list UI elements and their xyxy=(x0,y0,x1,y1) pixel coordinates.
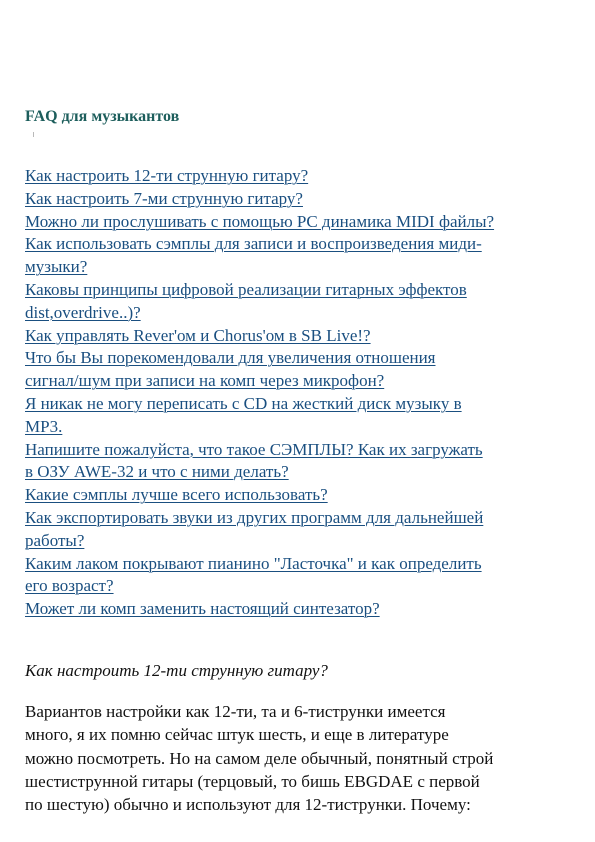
faq-question-line: Каким лаком покрывают пианино "Ласточка" и как определить xyxy=(25,553,482,573)
section-heading: Как настроить 12-ти струнную гитару? xyxy=(25,661,328,680)
faq-question-line: Каковы принципы цифровой реализации гитарных эффектов xyxy=(25,279,467,299)
answer-line: шестиструнной гитары (терцовый, то бишь EBGDAE с первой xyxy=(25,771,480,791)
page-title: FAQ для музыкантов xyxy=(25,108,180,125)
faq-question-item xyxy=(25,507,575,553)
faq-question-link[interactable] xyxy=(25,279,575,325)
faq-question-item xyxy=(25,439,575,485)
faq-question-link[interactable] xyxy=(25,598,575,621)
faq-question-link[interactable] xyxy=(25,553,575,599)
faq-question-line: Как использовать сэмплы для записи и воспроизведения миди- xyxy=(25,234,482,254)
faq-question-link[interactable] xyxy=(25,211,575,234)
faq-question-line: Может ли комп заменить настоящий синтезатор? xyxy=(25,599,380,619)
faq-question-line: Можно ли прослушивать с помощью PC динамика MIDI файлы? xyxy=(25,211,495,231)
faq-question-item xyxy=(25,598,575,621)
faq-question-line: работы? xyxy=(25,530,85,550)
faq-question-item xyxy=(25,484,575,507)
faq-question-item xyxy=(25,325,575,348)
faq-question-item xyxy=(25,393,575,439)
faq-question-link[interactable] xyxy=(25,325,575,348)
faq-question-link[interactable] xyxy=(25,188,575,211)
faq-question-line: Что бы Вы порекомендовали для увеличения отношения xyxy=(25,348,436,368)
faq-question-item xyxy=(25,279,575,325)
answer-line: по шестую) обычно и используют для 12-тиструнки. Почему: xyxy=(25,795,471,815)
answer-line: можно посмотреть. Но на самом деле обычный, понятный строй xyxy=(25,748,494,768)
faq-question-link[interactable] xyxy=(25,233,575,279)
faq-question-item xyxy=(25,347,575,393)
faq-question-line: Какие сэмплы лучше всего использовать? xyxy=(25,485,328,505)
faq-question-link[interactable] xyxy=(25,393,575,439)
faq-question-link[interactable] xyxy=(25,484,575,507)
answer-text xyxy=(25,700,553,816)
faq-question-line: в ОЗУ AWE-32 и что с ними делать? xyxy=(25,462,289,482)
faq-question-item xyxy=(25,188,575,211)
faq-question-line: Я никак не могу переписать с CD на жесткий диск музыку в xyxy=(25,393,462,413)
faq-question-line: Как настроить 12-ти струнную гитару? xyxy=(25,166,309,185)
faq-question-line: его возраст? xyxy=(25,576,114,596)
faq-question-item xyxy=(25,211,575,234)
faq-question-list xyxy=(25,165,575,621)
page-marker xyxy=(33,132,34,137)
faq-question-item xyxy=(25,553,575,599)
faq-question-line: Как экспортировать звуки из других программ для дальнейшей xyxy=(25,507,484,527)
faq-question-item xyxy=(25,233,575,279)
faq-question-item xyxy=(25,165,575,188)
answer-line: много, я их помню сейчас штук шесть, и еще в литературе xyxy=(25,725,449,745)
faq-question-line: dist,overdrive..)? xyxy=(25,302,141,322)
faq-question-link[interactable] xyxy=(25,439,575,485)
faq-question-line: MP3. xyxy=(25,416,63,436)
faq-question-link[interactable] xyxy=(25,347,575,393)
faq-question-line: сигнал/шум при записи на комп через микрофон? xyxy=(25,371,385,391)
faq-question-link[interactable] xyxy=(25,507,575,553)
answer-line: Вариантов настройки как 12-ти, та и 6-тиструнки имеется xyxy=(25,702,446,721)
faq-question-line: Как настроить 7-ми струнную гитару? xyxy=(25,188,303,208)
faq-question-line: музыки? xyxy=(25,257,88,277)
faq-question-line: Напишите пожалуйста, что такое СЭМПЛЫ? Как их загружать xyxy=(25,439,483,459)
faq-question-link[interactable] xyxy=(25,165,575,188)
faq-question-line: Как управлять Rever'ом и Chorus'ом в SB Live!? xyxy=(25,325,371,345)
